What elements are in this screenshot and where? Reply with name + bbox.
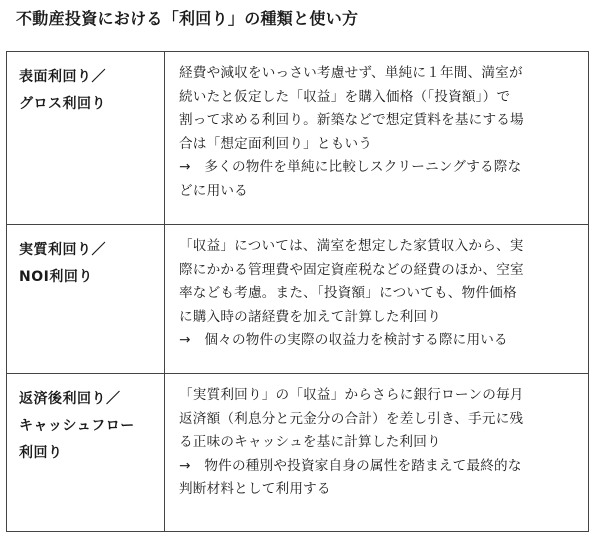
- heading-line: 利回り: [19, 445, 63, 461]
- description-line: → 物件の種別や投資家自身の属性を踏まえて最終的な: [179, 457, 522, 474]
- description-line: 続いたと仮定した「収益」を購入価格（「投資額」）で: [179, 88, 511, 105]
- description-line: どに用いる: [179, 182, 248, 199]
- table-row: [7, 225, 589, 374]
- row-heading-real-yield: [7, 225, 165, 374]
- description-line: 返済額（利息分と元金分の合計）を差し引き、手元に残: [179, 410, 524, 427]
- row-description-surface-yield: [165, 52, 589, 225]
- description-line: → 多くの物件を単純に比較しスクリーニングする際な: [179, 159, 522, 175]
- row-heading-after-repayment-yield: [7, 374, 165, 532]
- page-title: 不動産投資における「利回り」の種類と使い方: [16, 9, 359, 28]
- row-heading-surface-yield: [7, 52, 165, 225]
- table-row: [7, 52, 589, 225]
- row-description-after-repayment-yield: [165, 374, 589, 532]
- description-line: 「収益」については、満室を想定した家賃収入から、実: [179, 238, 524, 254]
- heading-line: 表面利回り／: [19, 69, 106, 85]
- description-line: 「実質利回り」の「収益」からさらに銀行ローンの毎月: [179, 387, 524, 403]
- description-line: に購入時の諸経費を加えて計算した利回り: [179, 308, 442, 325]
- description-line: る正味のキャッシュを基に計算した利回り: [179, 434, 441, 450]
- description-line: 経費や減収をいっさい考慮せず、単純に１年間、満室が: [179, 65, 523, 81]
- heading-line: グロス利回り: [19, 96, 106, 112]
- description-line: 際にかかる管理費や固定資産税などの経費のほか、空室: [179, 261, 524, 278]
- table-row: [7, 374, 589, 532]
- description-line: 判断材料として利用する: [179, 481, 331, 497]
- heading-line: 実質利回り／: [19, 242, 106, 258]
- heading-line: 返済後利回り／: [19, 391, 121, 407]
- description-line: 割って求める利回り。新築などで想定賃料を基にする場: [179, 112, 524, 128]
- yield-types-table: [6, 51, 589, 532]
- heading-line: NOI利回り: [19, 269, 93, 285]
- description-line: → 個々の物件の実際の収益力を検討する際に用いる: [179, 332, 508, 348]
- description-line: 合は「想定面利回り」ともいう: [179, 135, 373, 152]
- heading-line: キャッシュフロー: [19, 418, 135, 434]
- row-description-real-yield: [165, 225, 589, 374]
- description-line: 率なども考慮。また、「投資額」についても、物件価格: [179, 285, 517, 301]
